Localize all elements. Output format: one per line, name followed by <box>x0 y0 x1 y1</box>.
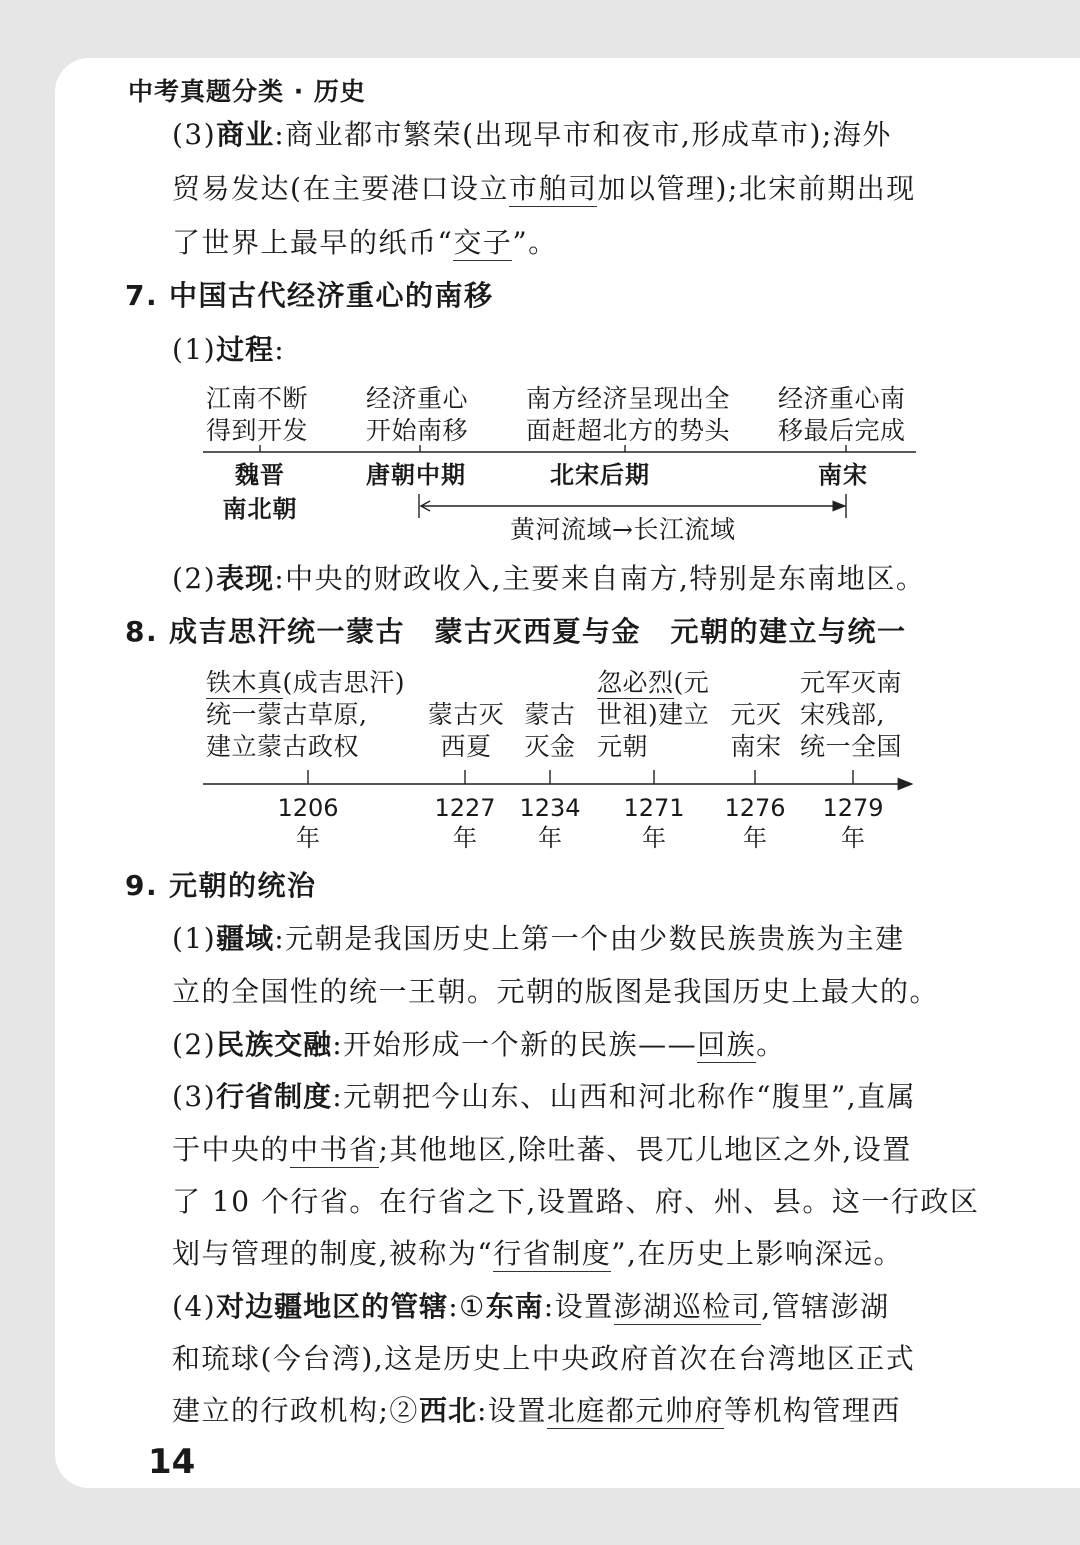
s8-event-5: 元灭 南宋 <box>730 700 782 761</box>
year-1276: 1276 年 <box>724 794 786 852</box>
year-1271: 1271 年 <box>623 794 685 852</box>
year-1227: 1227 年 <box>434 794 496 852</box>
s8-event-2: 蒙古灭 西夏 <box>427 700 505 761</box>
commerce-line-2: 贸易发达(在主要港口设立市舶司加以管理);北宋前期出现 <box>172 172 916 205</box>
s8-event-3: 蒙古 灭金 <box>524 700 576 761</box>
s9-p3-line-4: 划与管理的制度,被称为“行省制度”,在历史上影响深远。 <box>172 1237 903 1270</box>
s9-p1-line-2: 立的全国性的统一王朝。元朝的版图是我国历史上最大的。 <box>172 975 940 1008</box>
key-term-xingsheng: 行省制度 <box>493 1237 612 1270</box>
s9-p3-line-2: 于中央的中书省;其他地区,除吐蕃、畏兀儿地区之外,设置 <box>172 1133 912 1166</box>
s7-event-4: 经济重心南 移最后完成 <box>778 384 906 445</box>
commerce-term: 商业 <box>216 118 275 151</box>
s9-p4-line-3: 建立的行政机构;②西北:设置北庭都元帅府等机构管理西 <box>172 1394 901 1427</box>
s9-p3-line-1: (3)行省制度:元朝把今山东、山西和河北称作“腹里”,直属 <box>172 1080 917 1113</box>
s7-performance-line: (2)表现:中央的财政收入,主要来自南方,特别是东南地区。 <box>172 562 926 595</box>
s8-event-6: 元军灭南 宋残部, 统一全国 <box>800 668 903 761</box>
key-term-beiting: 北庭都元帅府 <box>546 1394 724 1427</box>
commerce-line-3: 了世界上最早的纸币“交子”。 <box>172 226 558 259</box>
s7-period-3: 北宋后期 <box>550 461 650 489</box>
s7-event-3: 南方经济呈现出全 面赶超北方的势头 <box>526 384 731 445</box>
page-number: 14 <box>148 1442 196 1482</box>
key-term-huizu: 回族 <box>697 1028 757 1061</box>
s7-arrow-label: 黄河流域→长江流域 <box>510 515 736 544</box>
key-term-zhongshusheng: 中书省 <box>290 1133 379 1166</box>
section-7-heading: 7. 中国古代经济重心的南移 <box>125 279 494 312</box>
s7-period-2: 唐朝中期 <box>366 461 466 489</box>
s8-event-1: 铁木真(成吉思汗) 统一蒙古草原, 建立蒙古政权 <box>206 668 406 761</box>
key-term-penghu: 澎湖巡检司 <box>613 1290 762 1323</box>
year-1206: 1206 年 <box>277 794 339 852</box>
s9-p4-line-1: (4)对边疆地区的管辖:①东南:设置澎湖巡检司,管辖澎湖 <box>172 1290 890 1323</box>
key-term-shibosi: 市舶司 <box>508 172 598 205</box>
s7-process-label: (1)过程: <box>172 333 286 366</box>
s7-period-1: 魏晋 南北朝 <box>222 461 298 523</box>
s9-p4-line-2: 和琉球(今台湾),这是历史上中央政府首次在台湾地区正式 <box>172 1342 916 1375</box>
s8-event-4: 忽必烈(元 世祖)建立 元朝 <box>597 668 710 761</box>
s9-p3-line-3: 了 10 个行省。在行省之下,设置路、府、州、县。这一行政区 <box>172 1185 980 1218</box>
s9-p1-line-1: (1)疆域:元朝是我国历史上第一个由少数民族贵族为主建 <box>172 922 905 955</box>
section-9-heading: 9. 元朝的统治 <box>125 869 317 902</box>
year-1279: 1279 年 <box>822 794 884 852</box>
s9-p2-line: (2)民族交融:开始形成一个新的民族——回族。 <box>172 1028 786 1061</box>
s7-period-4: 南宋 <box>818 461 868 489</box>
year-1234: 1234 年 <box>519 794 581 852</box>
commerce-line-1: (3)商业:商业都市繁荣(出现早市和夜市,形成草市);海外 <box>172 118 892 151</box>
section-8-heading: 8. 成吉思汗统一蒙古 蒙古灭西夏与金 元朝的建立与统一 <box>125 615 907 648</box>
key-term-jiaozi: 交子 <box>453 226 513 259</box>
running-header: 中考真题分类 · 历史 <box>128 77 366 106</box>
s7-event-1: 江南不断 得到开发 <box>206 384 309 445</box>
s7-event-2: 经济重心 开始南移 <box>366 384 469 445</box>
